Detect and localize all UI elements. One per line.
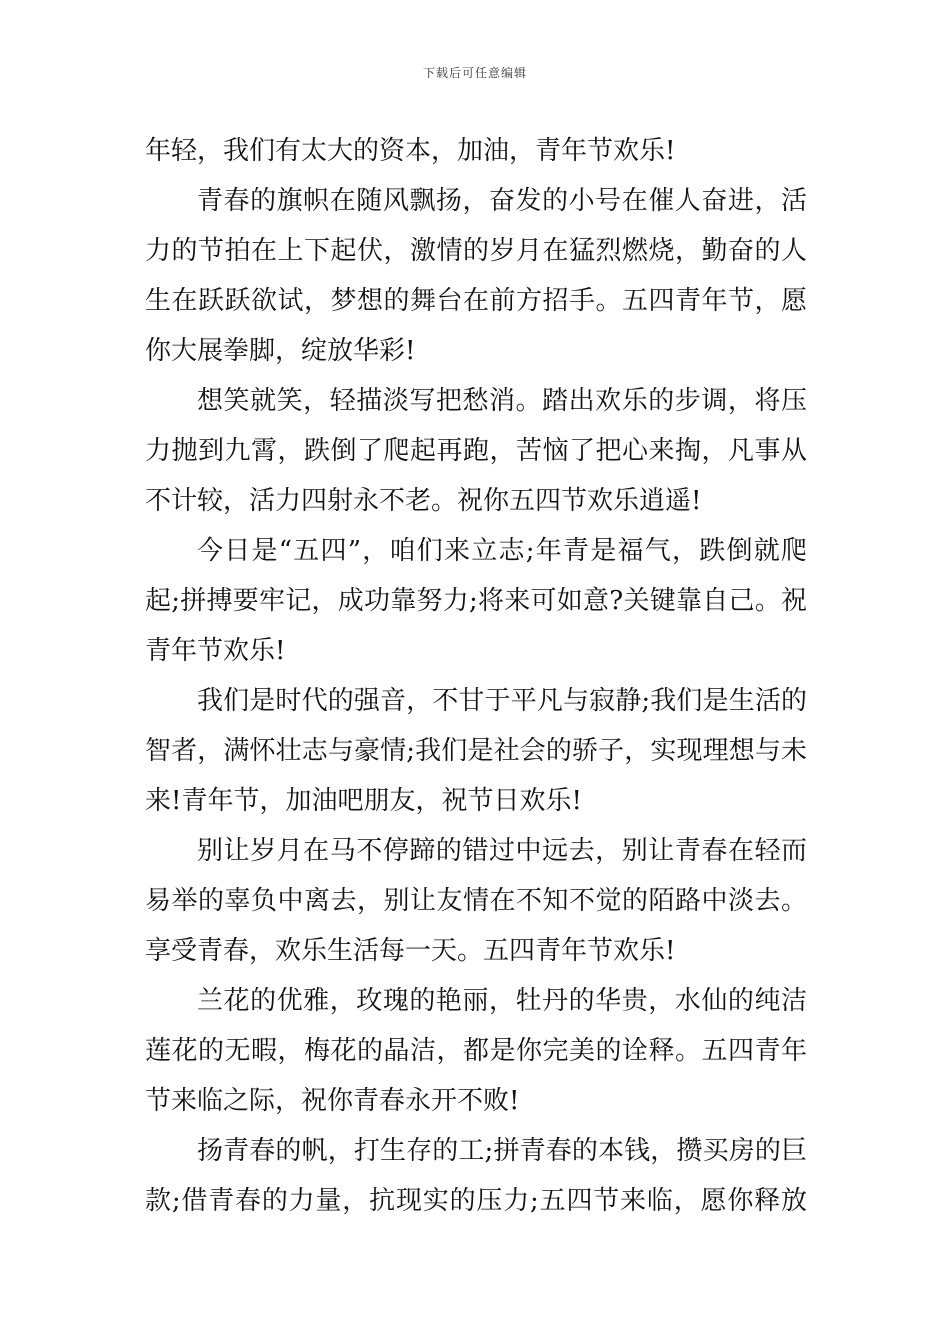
paragraph [145, 1126, 807, 1226]
paragraph-line: 莲花的无暇，梅花的晶洁，都是你完美的诠释。五四青年 [145, 1036, 807, 1066]
paragraph [145, 826, 807, 976]
paragraph-line: 扬青春的帆，打生存的工;拼青春的本钱，攒买房的巨 [197, 1136, 807, 1166]
paragraph-line: 你大展拳脚，绽放华彩! [145, 336, 416, 366]
paragraph-line: 我们是时代的强音，不甘于平凡与寂静;我们是生活的 [197, 686, 807, 716]
paragraph [145, 676, 807, 826]
paragraph-line: 兰花的优雅，玫瑰的艳丽，牡丹的华贵，水仙的纯洁 [197, 986, 807, 1016]
paragraph-line: 来!青年节，加油吧朋友，祝节日欢乐! [145, 786, 582, 816]
document-body [145, 126, 807, 1226]
paragraph [145, 176, 807, 376]
paragraph-line: 起;拼搏要牢记，成功靠努力;将来可如意?关键靠自己。祝 [145, 586, 807, 616]
paragraph-line: 享受青春，欢乐生活每一天。五四青年节欢乐! [145, 936, 676, 966]
paragraph [145, 976, 807, 1126]
paragraph-line: 别让岁月在马不停蹄的错过中远去，别让青春在轻而 [197, 836, 807, 866]
page-header: 下载后可任意编辑 [422, 66, 527, 80]
paragraph-line: 智者，满怀壮志与豪情;我们是社会的骄子，实现理想与未 [145, 736, 807, 766]
paragraph-line: 不计较，活力四射永不老。祝你五四节欢乐逍遥! [145, 486, 702, 516]
paragraph-line: 节来临之际，祝你青春永开不败! [145, 1086, 520, 1116]
paragraph-line: 易举的辜负中离去，别让友情在不知不觉的陌路中淡去。 [145, 886, 807, 916]
paragraph-line: 年轻，我们有太大的资本，加油，青年节欢乐! [145, 136, 676, 166]
paragraph [145, 526, 807, 676]
paragraph-line: 生在跃跃欲试，梦想的舞台在前方招手。五四青年节，愿 [145, 286, 807, 316]
paragraph-line: 想笑就笑，轻描淡写把愁消。踏出欢乐的步调，将压 [197, 386, 807, 416]
paragraph-line: 今日是“五四”，咱们来立志;年青是福气，跌倒就爬 [197, 536, 807, 566]
paragraph-line: 力抛到九霄，跌倒了爬起再跑，苦恼了把心来掏，凡事从 [145, 436, 807, 466]
paragraph-line: 青年节欢乐! [145, 636, 286, 666]
paragraph-line: 款;借青春的力量，抗现实的压力;五四节来临，愿你释放 [145, 1186, 807, 1216]
paragraph [145, 376, 807, 526]
paragraph [145, 126, 807, 176]
paragraph-line: 青春的旗帜在随风飘扬，奋发的小号在催人奋进，活 [197, 186, 807, 216]
paragraph-line: 力的节拍在上下起伏，激情的岁月在猛烈燃烧，勤奋的人 [145, 236, 807, 266]
